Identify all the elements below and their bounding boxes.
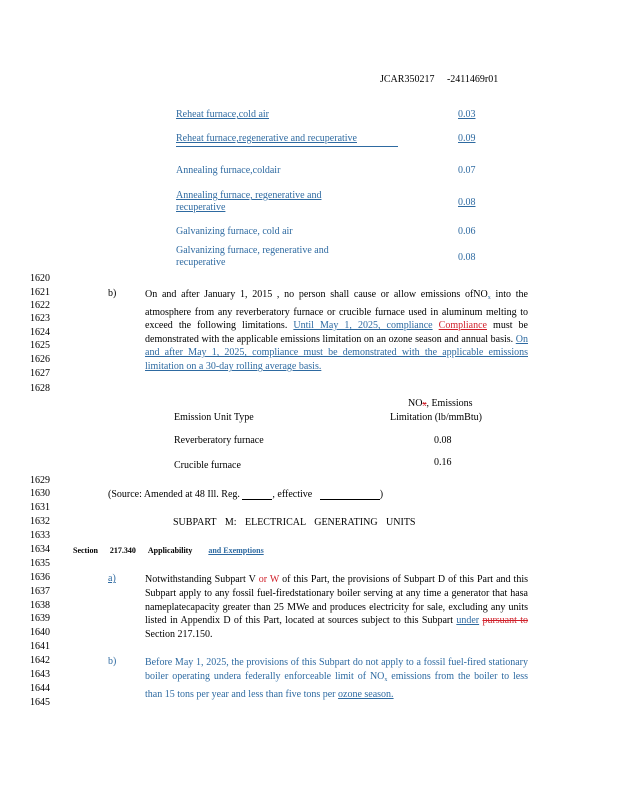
source-text: , effective [272, 489, 313, 500]
line-number: 1639 [30, 613, 50, 624]
emission-unit: Reverberatory furnace [174, 435, 264, 446]
line-number: 1642 [30, 655, 50, 666]
line-number: 1637 [30, 586, 50, 597]
inserted-text: On and after May 1, 2025, compliance must be demonstrated with the applicable emissions limitation on a 30-day rolling average basis. [145, 333, 528, 372]
limit-unit-label: Annealing furnace,coldair [176, 165, 281, 176]
emission-unit-row [174, 435, 264, 446]
line-number: 1641 [30, 641, 50, 652]
line-number: 1643 [30, 669, 50, 680]
para-text: Section 217.150. [145, 629, 213, 641]
doc-id-main: JCAR350217 [380, 74, 435, 85]
limit-row [176, 109, 481, 120]
limit-unit-label: Annealing furnace, regenerative and [176, 190, 322, 201]
document-id [380, 74, 498, 85]
line-number: 1644 [30, 683, 50, 694]
limit-unit-label: Galvanizing furnace, cold air [176, 226, 293, 237]
emissions-label: Emissions [431, 398, 473, 409]
line-number: 1634 [30, 544, 50, 555]
inserted-text: Until May 1, 2025, compliance [293, 320, 433, 332]
line-number: 1633 [30, 530, 50, 541]
line-number: 1623 [30, 313, 50, 324]
para-text: emissions from the boiler to less than 15 tons per year and less than five tons per [145, 670, 528, 700]
table-divider [176, 146, 398, 147]
limit-unit-label: Reheat furnace,cold air [176, 109, 270, 120]
emission-limit-value: 0.16 [434, 457, 452, 468]
source-note [108, 489, 383, 500]
limit-unit-label-cont: recuperative [176, 202, 226, 213]
limit-value: 0.08 [458, 252, 476, 263]
emission-unit: Crucible furnace [174, 460, 241, 471]
paragraph-b-label: b) [108, 288, 117, 299]
paragraph-b2-label: b) [108, 656, 117, 667]
paragraph-a-applicability [145, 573, 528, 642]
line-number: 1638 [30, 600, 50, 611]
paragraph-b-reverberatory [145, 288, 528, 374]
section-label: Section [73, 546, 98, 555]
limit-row [176, 190, 481, 213]
volume-blank [242, 490, 272, 500]
doc-id-suffix: -2411469r01 [446, 74, 499, 85]
source-text: (Source: Amended at 48 Ill. Reg. [108, 489, 240, 500]
line-number: 1622 [30, 300, 50, 311]
para-text: of this Part, the provisions of Subpart D of this Part and this Subpart apply to any fossil fuel-firedstationary boiler serving at any time a generator that hasa nameplatecapacity greater than 25 MWe and produces electricity for sale, excluding any units listed in Appendix D of this Part, located at sources subject to this Subpart [145, 574, 528, 627]
limit-value: 0.03 [458, 109, 476, 120]
section-number: 217.340 [109, 546, 136, 555]
limit-value: 0.07 [458, 165, 476, 176]
section-title: Applicability [147, 546, 193, 555]
limit-unit-label: Reheat furnace,regenerative and recuperative [176, 133, 357, 144]
para-text: On and after January 1, 2015 , no person shall cause or allow emissions ofNO [145, 289, 488, 300]
inserted-red-text: or W [258, 574, 280, 585]
limit-row [176, 226, 481, 237]
line-number: 1631 [30, 502, 50, 513]
line-number: 1625 [30, 340, 50, 351]
para-text-underlined: ozone season. [338, 688, 394, 700]
section-heading [73, 546, 292, 555]
line-number: 1620 [30, 273, 50, 284]
line-number: 1624 [30, 327, 50, 338]
limit-row [176, 165, 481, 176]
paragraph-a-label: a) [108, 573, 116, 584]
source-text: ) [379, 489, 384, 500]
para-text: must be demonstrated with the applicable emissions limitation on an ozone season and annual basis. [145, 320, 528, 345]
line-number: 1636 [30, 572, 50, 583]
limit-unit-label: Galvanizing furnace, regenerative and [176, 245, 329, 256]
deleted-subscript: x [422, 399, 427, 408]
line-number: 1629 [30, 475, 50, 486]
line-number: 1640 [30, 627, 50, 638]
nox-emissions-header: NOx, Emissions [408, 398, 473, 409]
date-blank [320, 490, 380, 500]
para-text: Notwithstanding Subpart V [145, 574, 259, 585]
line-number: 1645 [30, 697, 50, 708]
limit-value: 0.09 [458, 133, 476, 144]
section-title-inserted: and Exemptions [208, 546, 264, 555]
line-number: 1635 [30, 558, 50, 569]
line-number: 1632 [30, 516, 50, 527]
line-number: 1627 [30, 368, 50, 379]
deleted-text: pursuant to [482, 615, 529, 627]
emission-unit-row [174, 460, 241, 471]
paragraph-b2-exemption [145, 656, 528, 701]
limit-row [176, 245, 481, 268]
line-number: 1626 [30, 354, 50, 365]
emission-unit-type-header: Emission Unit Type [174, 412, 254, 423]
para-text: into the atmosphere from any reverberatory furnace or crucible furnace used in aluminum melting to exceed the following limitations. [145, 289, 528, 332]
limit-row [176, 133, 481, 144]
nox-subscript: x [487, 295, 491, 301]
nox-label: NO [408, 398, 423, 409]
limitation-header: Limitation (lb/mmBtu) [390, 412, 482, 423]
emission-limit-value: 0.08 [434, 435, 452, 446]
limit-value: 0.06 [458, 226, 476, 237]
para-text: Before May 1, 2025, the provisions of this Subpart do not apply to a fossil fuel-fired stationary boiler operating undera federally enforceable limit of NO [145, 657, 528, 682]
line-number: 1621 [30, 287, 50, 298]
line-number: 1628 [30, 383, 50, 394]
limit-unit-label-cont: recuperative [176, 257, 226, 268]
line-number: 1630 [30, 488, 50, 499]
nox-subscript: x [384, 676, 388, 683]
limit-value: 0.08 [458, 197, 476, 208]
subpart-heading: SUBPART M: ELECTRICAL GENERATING UNITS [173, 517, 416, 528]
inserted-text: under [456, 615, 480, 627]
deleted-text: Compliance [438, 320, 487, 332]
